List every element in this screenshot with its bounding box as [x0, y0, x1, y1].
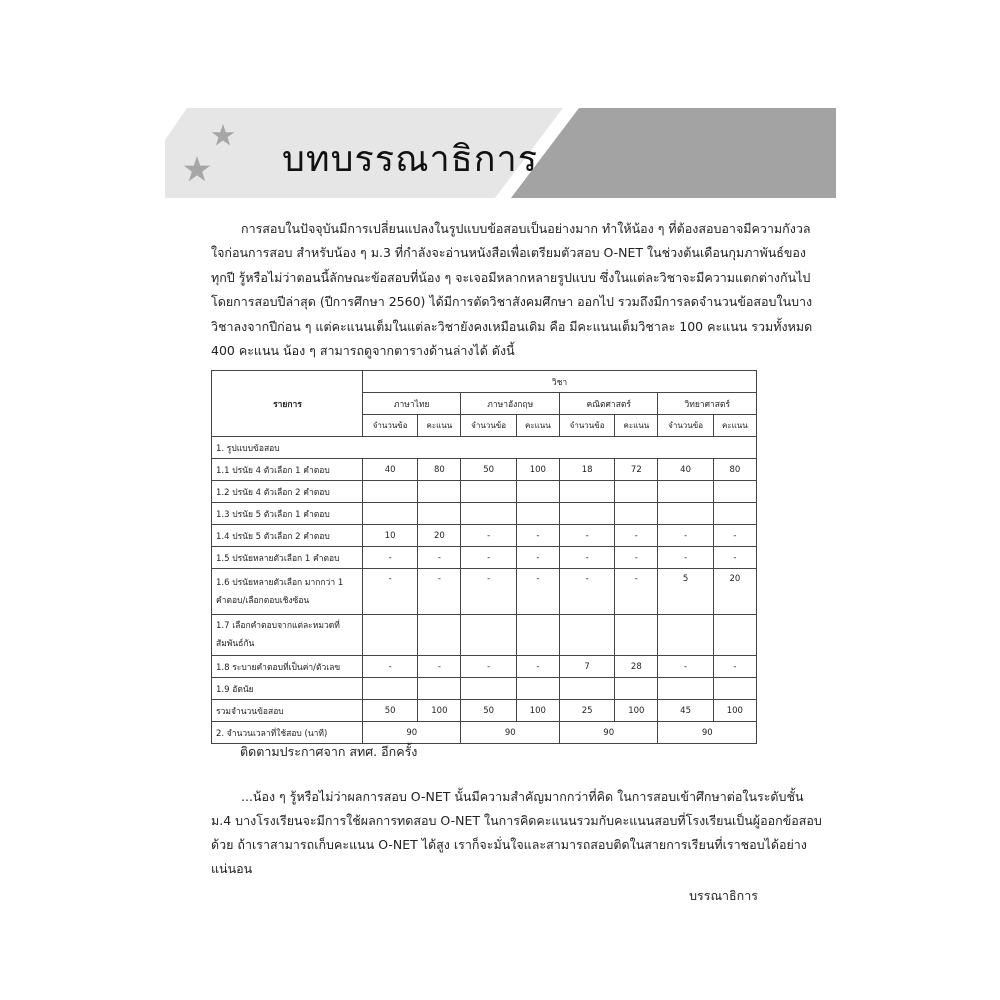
subheader-score: คะแนน: [516, 415, 559, 437]
table-cell: 80: [418, 459, 461, 481]
table-cell: [713, 481, 756, 503]
table-row: [212, 615, 757, 656]
exam-format-table: [211, 370, 757, 744]
table-cell: 100: [713, 700, 756, 722]
table-cell: -: [615, 569, 658, 615]
signature: บรรณาธิการ: [689, 888, 758, 903]
subject-thai: ภาษาไทย: [363, 393, 461, 415]
table-cell: [615, 615, 658, 656]
table-time-row: [212, 722, 757, 744]
row-label: 1.4 ปรนัย 5 ตัวเลือก 2 คำตอบ: [212, 525, 363, 547]
text-line: แน่นอน: [211, 861, 253, 876]
header-item: รายการ: [212, 371, 363, 437]
table-cell: [713, 503, 756, 525]
table-cell: [658, 678, 713, 700]
table-cell: [559, 615, 614, 656]
table-cell: 72: [615, 459, 658, 481]
text-line: ...น้อง ๆ รู้หรือไม่ว่าผลการสอบ O-NET นั้นมีความสำคัญมากกว่าที่คิด ในการสอบเข้าศึกษาต่อในระดับชั้น: [241, 789, 804, 804]
table-cell: 40: [658, 459, 713, 481]
row-label: 1.2 ปรนัย 4 ตัวเลือก 2 คำตอบ: [212, 481, 363, 503]
table-row: [212, 569, 757, 615]
table-cell: -: [363, 656, 418, 678]
table-cell: 20: [713, 569, 756, 615]
table-cell: [461, 678, 516, 700]
table-cell: 25: [559, 700, 614, 722]
text-line: การสอบในปัจจุบันมีการเปลี่ยนแปลงในรูปแบบข้อสอบเป็นอย่างมาก ทำให้น้อง ๆ ที่ต้องสอบอาจมีความกังวล: [241, 221, 811, 236]
header-subject: วิชา: [363, 371, 757, 393]
row-label: 1.9 อัตนัย: [212, 678, 363, 700]
table-cell: 20: [418, 525, 461, 547]
section-label: 1. รูปแบบข้อสอบ: [212, 437, 757, 459]
table-cell: [658, 615, 713, 656]
table-row: [212, 503, 757, 525]
table-cell: 18: [559, 459, 614, 481]
row-label-line: 1.7 เลือกคำตอบจากแต่ละหมวดที่: [216, 621, 340, 631]
table-cell: [516, 503, 559, 525]
table-cell: -: [559, 547, 614, 569]
table-total-row: [212, 700, 757, 722]
table-cell: 50: [461, 700, 516, 722]
intro-paragraph: [211, 217, 813, 363]
star-icon: [184, 156, 211, 181]
table-cell: 40: [363, 459, 418, 481]
table-cell: -: [461, 569, 516, 615]
table-row: [212, 481, 757, 503]
table-cell: [615, 503, 658, 525]
table-cell: 100: [418, 700, 461, 722]
table-cell: 5: [658, 569, 713, 615]
table-cell: -: [363, 547, 418, 569]
table-cell: -: [418, 569, 461, 615]
table-cell: [363, 481, 418, 503]
closing-paragraph: [211, 785, 822, 881]
table-cell: -: [658, 656, 713, 678]
table-cell: 45: [658, 700, 713, 722]
row-label-line: คำตอบ/เลือกตอบเชิงซ้อน: [216, 595, 310, 606]
table-cell: [461, 503, 516, 525]
time-cell: 90: [461, 722, 559, 744]
text-line: โดยการสอบปีล่าสุด (ปีการศึกษา 2560) ได้มีการตัดวิชาสังคมศึกษา ออกไป รวมถึงมีการลดจำนวนข้อสอบในบาง: [211, 294, 813, 310]
table-row: [212, 656, 757, 678]
table-cell: -: [713, 547, 756, 569]
subject-science: วิทยาศาสตร์: [658, 393, 757, 415]
row-label: [212, 615, 363, 656]
text-line: ด้วย ถ้าเราสามารถเก็บคะแนน O-NET ได้สูง เราก็จะมั่นใจและสามารถสอบติดในสายการเรียนที่เราชอบได้อย่าง: [211, 837, 807, 852]
table-cell: -: [615, 547, 658, 569]
table-cell: -: [461, 547, 516, 569]
table-cell: -: [559, 569, 614, 615]
table-cell: [418, 481, 461, 503]
subject-english: ภาษาอังกฤษ: [461, 393, 559, 415]
row-label: 2. จำนวนเวลาที่ใช้สอบ (นาที): [212, 722, 363, 744]
subheader-count: จำนวนข้อ: [461, 415, 516, 437]
table-cell: [559, 678, 614, 700]
page-title: บทบรรณาธิการ: [282, 139, 539, 180]
table-cell: -: [559, 525, 614, 547]
table-cell: [516, 615, 559, 656]
table-row: [212, 459, 757, 481]
table-cell: -: [516, 525, 559, 547]
table-cell: [418, 503, 461, 525]
row-label: 1.8 ระบายคำตอบที่เป็นค่า/ตัวเลข: [212, 656, 363, 678]
row-label: [212, 569, 363, 615]
table-cell: [516, 678, 559, 700]
table-cell: [418, 678, 461, 700]
subheader-count: จำนวนข้อ: [559, 415, 614, 437]
table-cell: [713, 615, 756, 656]
table-cell: -: [461, 525, 516, 547]
table-cell: 28: [615, 656, 658, 678]
time-cell: 90: [658, 722, 757, 744]
row-label: 1.1 ปรนัย 4 ตัวเลือก 1 คำตอบ: [212, 459, 363, 481]
subheader-score: คะแนน: [615, 415, 658, 437]
table-cell: -: [461, 656, 516, 678]
table-header-row: [212, 371, 757, 393]
subheader-count: จำนวนข้อ: [658, 415, 713, 437]
table-cell: [559, 503, 614, 525]
time-cell: 90: [559, 722, 657, 744]
table-row: [212, 547, 757, 569]
table-cell: -: [418, 547, 461, 569]
text-line: วิชาลงจากปีก่อน ๆ แต่คะแนนเต็มในแต่ละวิชายังคงเหมือนเดิม คือ มีคะแนนเต็มวิชาละ 100 คะแนน รวมทั้งหมด: [211, 318, 813, 334]
time-cell: 90: [363, 722, 461, 744]
follow-up-note: ติดตามประกาศจาก สทศ. อีกครั้ง: [240, 744, 418, 759]
table-cell: -: [418, 656, 461, 678]
table-cell: [363, 615, 418, 656]
table-cell: 50: [461, 459, 516, 481]
table-cell: -: [713, 656, 756, 678]
table-cell: [559, 481, 614, 503]
table-cell: 100: [516, 700, 559, 722]
table-cell: [461, 615, 516, 656]
row-label: รวมจำนวนข้อสอบ: [212, 700, 363, 722]
row-label: 1.5 ปรนัยหลายตัวเลือก 1 คำตอบ: [212, 547, 363, 569]
table-cell: -: [516, 547, 559, 569]
table-cell: [658, 503, 713, 525]
table-cell: -: [615, 525, 658, 547]
table-cell: [615, 678, 658, 700]
table-cell: 100: [516, 459, 559, 481]
banner-corner-white: [165, 108, 187, 140]
subheader-score: คะแนน: [418, 415, 461, 437]
table-cell: -: [363, 569, 418, 615]
row-label: 1.3 ปรนัย 5 ตัวเลือก 1 คำตอบ: [212, 503, 363, 525]
table-cell: 10: [363, 525, 418, 547]
table-cell: -: [516, 656, 559, 678]
table-cell: -: [658, 525, 713, 547]
row-label-line: 1.6 ปรนัยหลายตัวเลือก มากกว่า 1: [216, 577, 344, 588]
table-cell: [658, 481, 713, 503]
text-line: ทุกปี รู้หรือไม่ว่าตอนนี้ลักษณะข้อสอบที่น้อง ๆ จะเจอมีหลากหลายรูปแบบ ซึ่งในแต่ละวิชาจะมีความแตกต่างกันไป: [211, 269, 811, 285]
star-icon: [212, 124, 235, 146]
table-cell: -: [713, 525, 756, 547]
text-line: ใจก่อนการสอบ สำหรับน้อง ๆ ม.3 ที่กำลังจะอ่านหนังสือเพื่อเตรียมตัวสอบ O-NET ในช่วงต้นเดือนกุมภาพันธ์ของ: [211, 245, 807, 261]
text-line: 400 คะแนน น้อง ๆ สามารถดูจากตารางด้านล่างได้ ดังนี้: [211, 343, 515, 359]
table-cell: -: [516, 569, 559, 615]
table-cell: [461, 481, 516, 503]
table-cell: 50: [363, 700, 418, 722]
subject-math: คณิตศาสตร์: [559, 393, 657, 415]
table-row: [212, 678, 757, 700]
text-line: ม.4 บางโรงเรียนจะมีการใช้ผลการทดสอบ O-NET ในการคิดคะแนนรวมกับคะแนนสอบที่โรงเรียนเป็นผู้ออกข้อสอบ: [211, 813, 822, 828]
table-cell: 7: [559, 656, 614, 678]
row-label-line: สัมพันธ์กัน: [216, 639, 255, 649]
table-cell: [516, 481, 559, 503]
table-cell: -: [658, 547, 713, 569]
subheader-score: คะแนน: [713, 415, 756, 437]
table-row: [212, 525, 757, 547]
table-cell: [713, 678, 756, 700]
table-section-row: [212, 437, 757, 459]
table-cell: [418, 615, 461, 656]
table-cell: [363, 503, 418, 525]
table-cell: [615, 481, 658, 503]
table-cell: 100: [615, 700, 658, 722]
subheader-count: จำนวนข้อ: [363, 415, 418, 437]
table-cell: 80: [713, 459, 756, 481]
table-cell: [363, 678, 418, 700]
